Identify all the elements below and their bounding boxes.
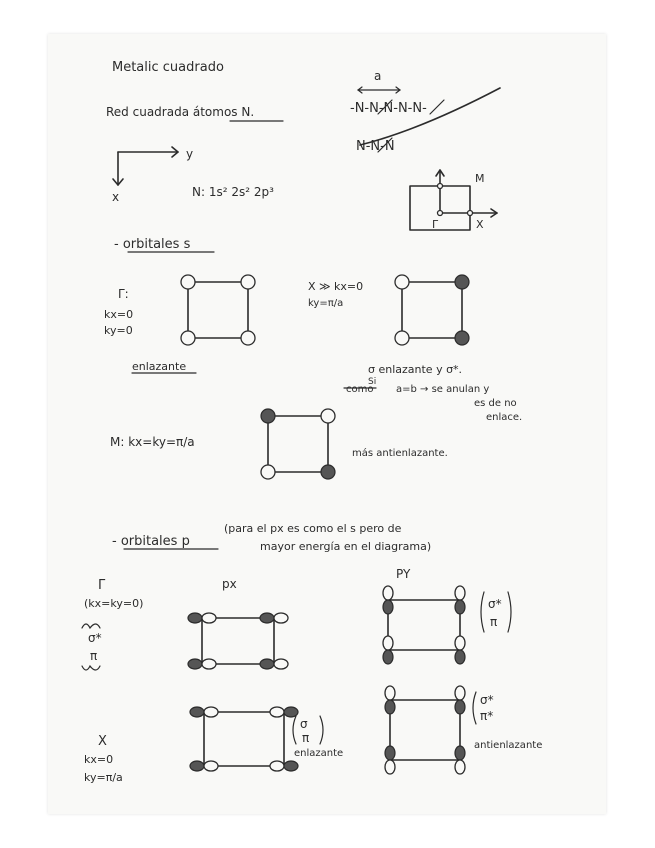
s-x-orbital-diagram	[395, 275, 469, 345]
p-note-line1: (para el px es como el s pero de	[224, 522, 402, 535]
p-x-kx: kx=0	[84, 753, 114, 766]
py-x-caption: antienlazante	[474, 740, 543, 751]
bz-gamma-label: Γ	[432, 218, 439, 231]
s-m-caption: más antienlazante.	[352, 448, 448, 459]
px-x-brace	[320, 716, 323, 744]
s-x-note-strike: como	[346, 384, 374, 395]
p-gamma-brace-top	[82, 624, 100, 628]
page-title: Metalic cuadrado	[112, 60, 224, 75]
s-gamma-ky: ky=0	[104, 324, 133, 337]
p-gamma-pi: π	[90, 649, 98, 663]
py-gamma-brace	[508, 592, 511, 632]
p-gamma-sigma: σ*	[88, 631, 102, 645]
py-x-orbital-diagram	[385, 686, 465, 774]
s-x-ky: ky=π/a	[308, 298, 344, 309]
py-x-sigma: σ*	[480, 693, 494, 707]
p-gamma-label: Γ	[98, 578, 106, 593]
s-x-caption: σ enlazante y σ*.	[368, 363, 463, 376]
bz-m-label: M	[475, 172, 485, 185]
s-gamma-label: Γ:	[118, 287, 129, 301]
p-gamma-k: (kx=ky=0)	[84, 597, 144, 610]
p-note-line2: mayor energía en el diagrama)	[260, 540, 432, 553]
s-gamma-kx: kx=0	[104, 308, 134, 321]
bz-x-label: X	[476, 218, 484, 231]
p-gamma-brace-bottom	[82, 666, 100, 670]
p-x-label: X	[98, 734, 107, 749]
py-x-brace	[473, 692, 476, 724]
axis-x-label: x	[112, 190, 120, 204]
s-x-note-line3: enlace.	[486, 412, 523, 423]
py-x-pi: π*	[480, 709, 494, 723]
s-m-orbital-diagram	[261, 409, 335, 479]
p-x-ky: ky=π/a	[84, 771, 123, 784]
py-label: PY	[396, 567, 411, 581]
chain-top: -N-N-N-N-N-	[350, 101, 427, 116]
s-m-label: M: kx=ky=π/a	[110, 435, 195, 449]
intro-text: Red cuadrada átomos N.	[106, 105, 255, 119]
py-gamma-sigma: σ*	[488, 597, 502, 611]
s-x-note-line1: a=b → se anulan y	[396, 384, 490, 395]
px-x-sigma: σ	[300, 717, 308, 731]
px-label: px	[222, 577, 237, 591]
chain-strike	[430, 100, 444, 114]
py-gamma-orbital-diagram	[383, 586, 465, 664]
s-x-note-line2: es de no	[474, 398, 517, 409]
electron-config: N: 1s² 2s² 2p³	[192, 185, 274, 199]
diagonal-curve	[360, 88, 500, 145]
axis-y-label: y	[186, 147, 194, 161]
px-x-pi: π	[302, 731, 310, 745]
s-gamma-orbital-diagram	[181, 275, 255, 345]
p-section-heading: - orbitales p	[112, 534, 190, 549]
py-gamma-brace	[481, 592, 484, 632]
px-x-brace	[293, 716, 296, 744]
lattice-param-label: a	[374, 69, 382, 83]
px-x-caption: enlazante	[294, 748, 344, 759]
s-gamma-caption: enlazante	[132, 360, 187, 373]
px-x-orbital-diagram	[190, 707, 298, 771]
lattice-param-arrow	[358, 87, 400, 93]
s-x-kx: X ≫ kx=0	[308, 280, 364, 293]
px-gamma-orbital-diagram	[188, 613, 288, 669]
axes-icon	[113, 147, 178, 185]
s-x-note-si: Si	[368, 377, 377, 387]
chain-bottom: N-N-N	[356, 139, 395, 154]
py-gamma-pi: π	[490, 615, 498, 629]
s-section-heading: - orbitales s	[114, 237, 191, 252]
